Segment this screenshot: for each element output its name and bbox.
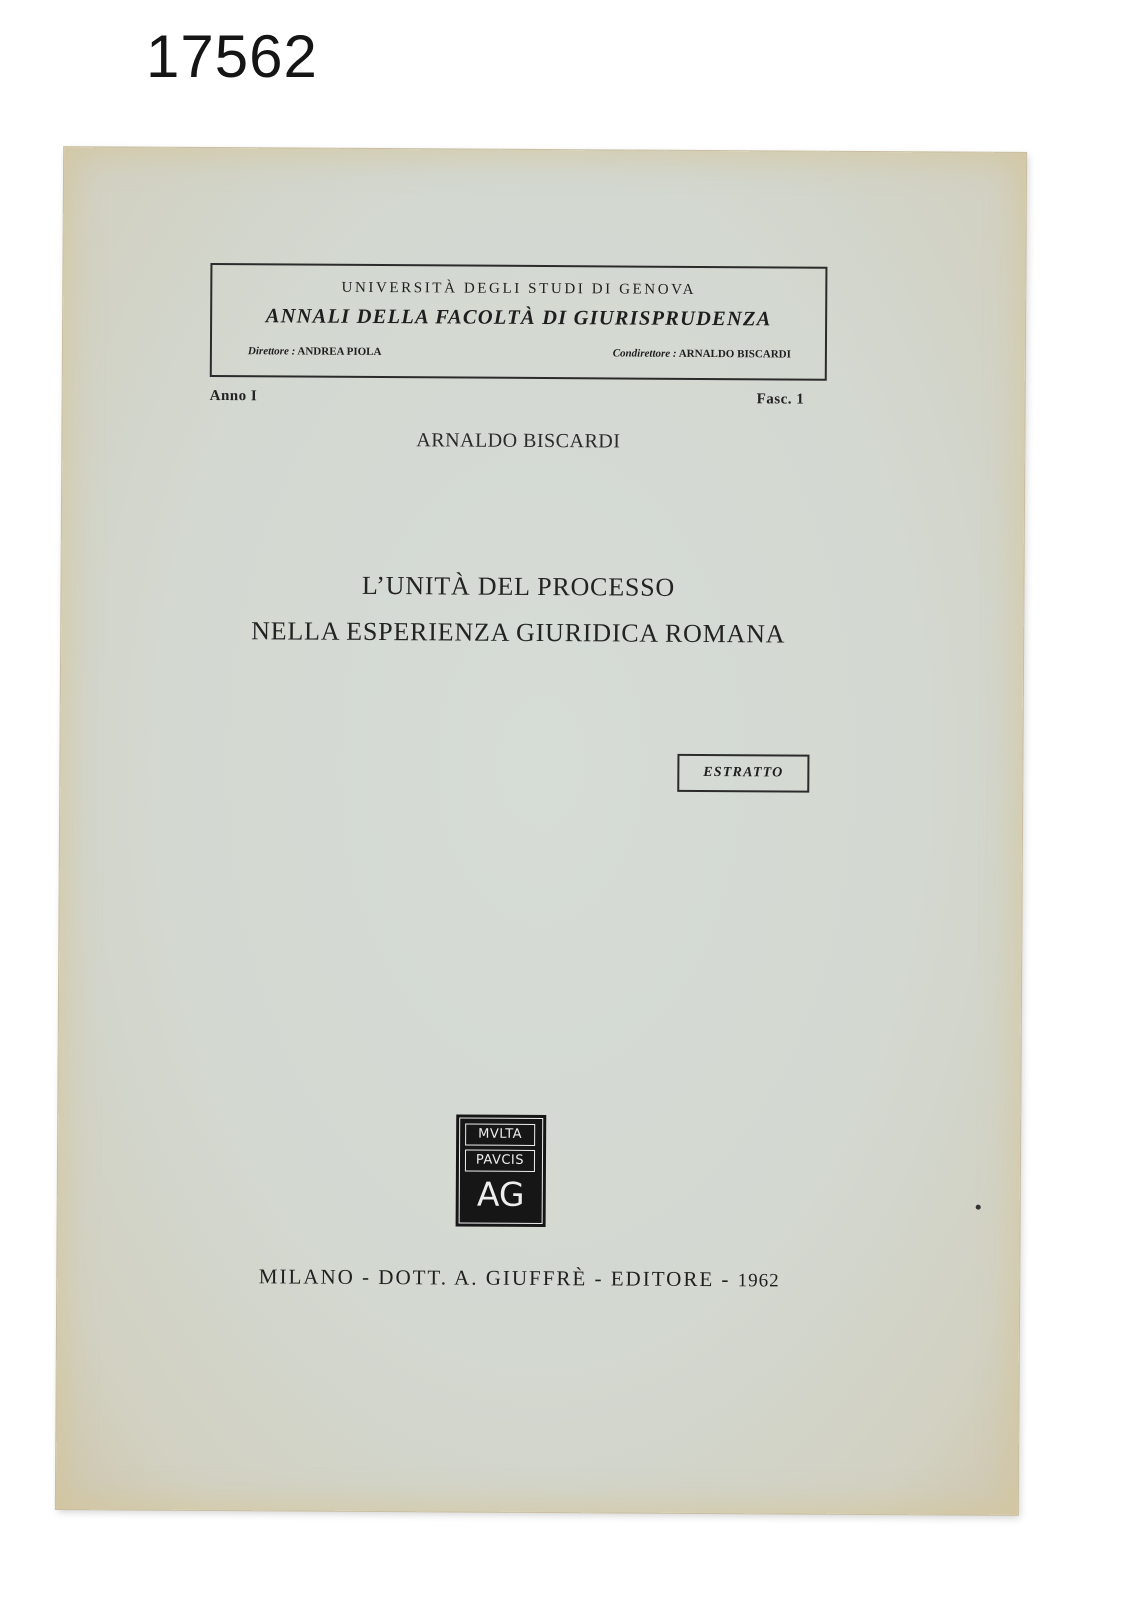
estratto-label: ESTRATTO <box>677 754 809 793</box>
logo-word-paucis: PAVCIS <box>465 1150 535 1172</box>
title-line-2: NELLA ESPERIENZA GIURIDICA ROMANA <box>251 616 786 649</box>
codirector-name: ARNALDO BISCARDI <box>678 347 791 361</box>
book-cover <box>56 147 1026 1515</box>
director-role: Direttore : <box>247 345 296 358</box>
journal-header-box <box>210 263 828 381</box>
listing-number: 17562 <box>146 23 318 90</box>
logo-word-multa: MVLTA <box>465 1124 535 1146</box>
paper-speck <box>976 1205 981 1210</box>
author-name: ARNALDO BISCARDI <box>416 429 621 453</box>
title-line-1: L’UNITÀ DEL PROCESSO <box>361 570 676 602</box>
publisher-imprint <box>57 1263 1019 1294</box>
journal-title: ANNALI DELLA FACOLTÀ DI GIURISPRUDENZA <box>265 305 772 331</box>
director-line <box>248 345 382 358</box>
issue-number: Fasc. 1 <box>756 391 805 408</box>
publisher-logo-icon <box>456 1114 547 1227</box>
logo-monogram: AG <box>476 1174 525 1214</box>
codirector-role: Condirettore : <box>612 347 677 360</box>
director-name: ANDREA PIOLA <box>297 345 382 359</box>
codirector-line <box>613 347 791 360</box>
issue-year: Anno I <box>209 387 258 405</box>
imprint-year: 1962 <box>737 1270 780 1292</box>
university-name: UNIVERSITÀ DEGLI STUDI DI GENOVA <box>341 279 697 298</box>
imprint-text: MILANO - DOTT. A. GIUFFRÈ - EDITORE - <box>258 1264 731 1292</box>
